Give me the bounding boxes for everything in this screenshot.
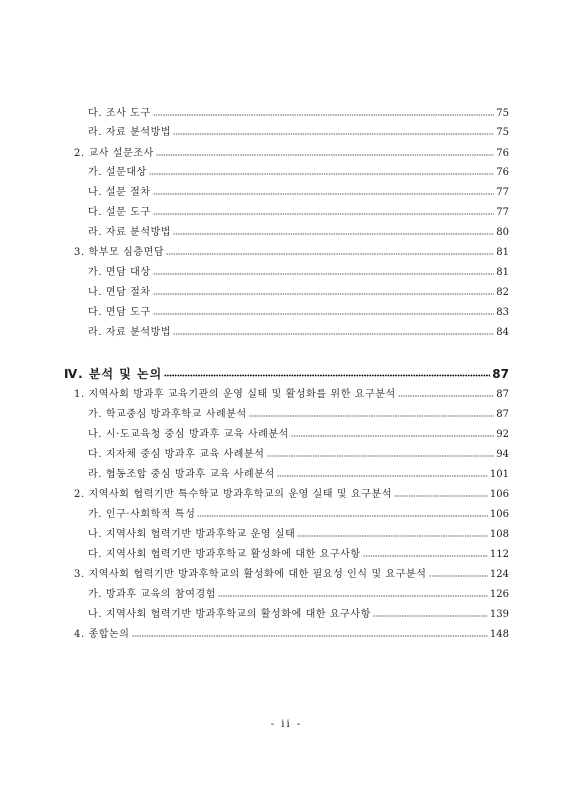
toc-line-14 <box>74 387 509 403</box>
toc-page-number: 76 <box>496 167 509 178</box>
toc-page-number: 75 <box>496 108 509 119</box>
toc-line-20 <box>88 507 509 523</box>
toc-label: 가. 설문대상 <box>88 167 147 178</box>
dot-leader <box>363 555 488 557</box>
toc-line-16 <box>88 427 509 443</box>
dot-leader <box>164 374 490 377</box>
toc-line-23 <box>74 567 509 583</box>
dot-leader <box>166 253 494 255</box>
dot-leader <box>249 415 495 417</box>
toc-page-number: 106 <box>489 509 509 520</box>
toc-page-number: 106 <box>489 489 509 500</box>
dot-leader <box>149 173 494 175</box>
toc-line-10 <box>88 285 509 301</box>
toc-line-26 <box>74 627 509 643</box>
dot-leader <box>173 133 494 135</box>
dot-leader <box>297 535 488 537</box>
toc-line-6 <box>88 205 509 221</box>
toc-page-number: 139 <box>489 609 509 620</box>
toc-label: 나. 지역사회 협력기반 방과후학교 운영 실태 <box>88 529 296 540</box>
toc-line-8 <box>74 245 509 261</box>
toc-label: 3. 지역사회 협력기반 방과후학교의 활성화에 대한 필요성 인식 및 요구분석 <box>74 569 427 580</box>
dot-leader <box>153 293 495 295</box>
toc-label: 라. 협동조합 중심 방과후 교육 사례분석 <box>88 469 275 480</box>
toc-label: 라. 자료 분석방법 <box>88 127 172 138</box>
toc-page-number: 112 <box>489 549 509 560</box>
toc-page-number: 80 <box>496 227 509 238</box>
toc-page-number: 87 <box>492 367 509 381</box>
dot-leader <box>153 114 495 116</box>
toc-label: Ⅳ. 분석 및 논의 <box>64 367 163 381</box>
toc-label: 다. 설문 도구 <box>88 207 151 218</box>
toc-line-25 <box>88 607 509 623</box>
toc-line-22 <box>88 547 509 563</box>
toc-label: 나. 설문 절차 <box>88 187 151 198</box>
toc-label: 다. 지자체 중심 방과후 교육 사례분석 <box>88 449 265 460</box>
toc-line-24 <box>88 587 509 603</box>
toc-line-15 <box>88 407 509 423</box>
toc-page-number: 82 <box>496 287 509 298</box>
toc-page-number: 148 <box>489 629 509 640</box>
toc-label: 3. 학부모 심층면담 <box>74 247 165 258</box>
toc-line-19 <box>74 487 509 503</box>
dot-leader <box>156 154 494 156</box>
toc-label: 나. 지역사회 협력기반 방과후학교의 활성화에 대한 요구사항 <box>88 609 371 620</box>
toc-line-11 <box>88 305 509 321</box>
toc-page-number: 87 <box>496 409 509 420</box>
toc-line-17 <box>88 447 509 463</box>
toc-page-number: 77 <box>496 187 509 198</box>
dot-leader <box>153 193 495 195</box>
dot-leader <box>197 515 487 517</box>
toc-line-3 <box>74 146 509 162</box>
toc-line-2 <box>88 125 509 141</box>
toc-page-number: 81 <box>496 267 509 278</box>
toc-label: 나. 면담 절차 <box>88 287 151 298</box>
dot-leader <box>173 333 494 335</box>
toc-label: 가. 방과후 교육의 참여경험 <box>88 589 216 600</box>
toc-page-number: 81 <box>496 247 509 258</box>
toc-page-number: 124 <box>489 569 509 580</box>
toc-label: 가. 인구·사회학적 특성 <box>88 509 196 520</box>
toc-label: 1. 지역사회 방과후 교육기관의 운영 실태 및 활성화를 위한 요구분석 <box>74 389 396 400</box>
toc-page-number: 83 <box>496 307 509 318</box>
toc-page-number: 101 <box>489 469 509 480</box>
toc-label: 2. 지역사회 협력기반 특수학교 방과후학교의 운영 실태 및 요구분석 <box>74 489 392 500</box>
toc-line-1 <box>88 106 509 122</box>
toc-label: 2. 교사 설문조사 <box>74 148 154 159</box>
toc-page-number: 75 <box>496 127 509 138</box>
toc-line-5 <box>88 185 509 201</box>
dot-leader <box>132 635 488 637</box>
toc-line-9 <box>88 265 509 281</box>
dot-leader <box>429 575 488 577</box>
toc-page-number: 108 <box>489 529 509 540</box>
toc-line-7 <box>88 225 509 241</box>
toc-chapter-heading <box>64 365 509 383</box>
toc-page-number: 77 <box>496 207 509 218</box>
dot-leader <box>153 273 495 275</box>
dot-leader <box>398 395 494 397</box>
toc-label: 다. 지역사회 협력기반 방과후학교 활성화에 대한 요구사항 <box>88 549 361 560</box>
toc-line-18 <box>88 467 509 483</box>
toc-page-number: 87 <box>496 389 509 400</box>
toc-label: 다. 면담 도구 <box>88 307 151 318</box>
toc-line-4 <box>88 165 509 181</box>
dot-leader <box>267 455 495 457</box>
toc-page-number: 126 <box>489 589 509 600</box>
toc-page-number: 94 <box>496 449 509 460</box>
toc-line-12 <box>88 325 509 341</box>
toc-page-number: 92 <box>496 429 509 440</box>
toc-line-21 <box>88 527 509 543</box>
toc-label: 4. 종합논의 <box>74 629 130 640</box>
dot-leader <box>218 595 488 597</box>
dot-leader <box>394 495 488 497</box>
dot-leader <box>153 313 495 315</box>
dot-leader <box>373 615 488 617</box>
toc-label: 가. 학교중심 방과후학교 사례분석 <box>88 409 247 420</box>
dot-leader <box>277 475 488 477</box>
dot-leader <box>153 213 495 215</box>
toc-label: 다. 조사 도구 <box>88 108 151 119</box>
toc-page-number: 84 <box>496 327 509 338</box>
toc-label: 라. 자료 분석방법 <box>88 227 172 238</box>
toc-label: 라. 자료 분석방법 <box>88 327 172 338</box>
toc-label: 가. 면담 대상 <box>88 267 151 278</box>
page-number-footer: - ii - <box>270 719 303 730</box>
dot-leader <box>173 233 494 235</box>
toc-page-number: 76 <box>496 148 509 159</box>
toc-label: 나. 시·도교육청 중심 방과후 교육 사례분석 <box>88 429 289 440</box>
dot-leader <box>291 435 494 437</box>
